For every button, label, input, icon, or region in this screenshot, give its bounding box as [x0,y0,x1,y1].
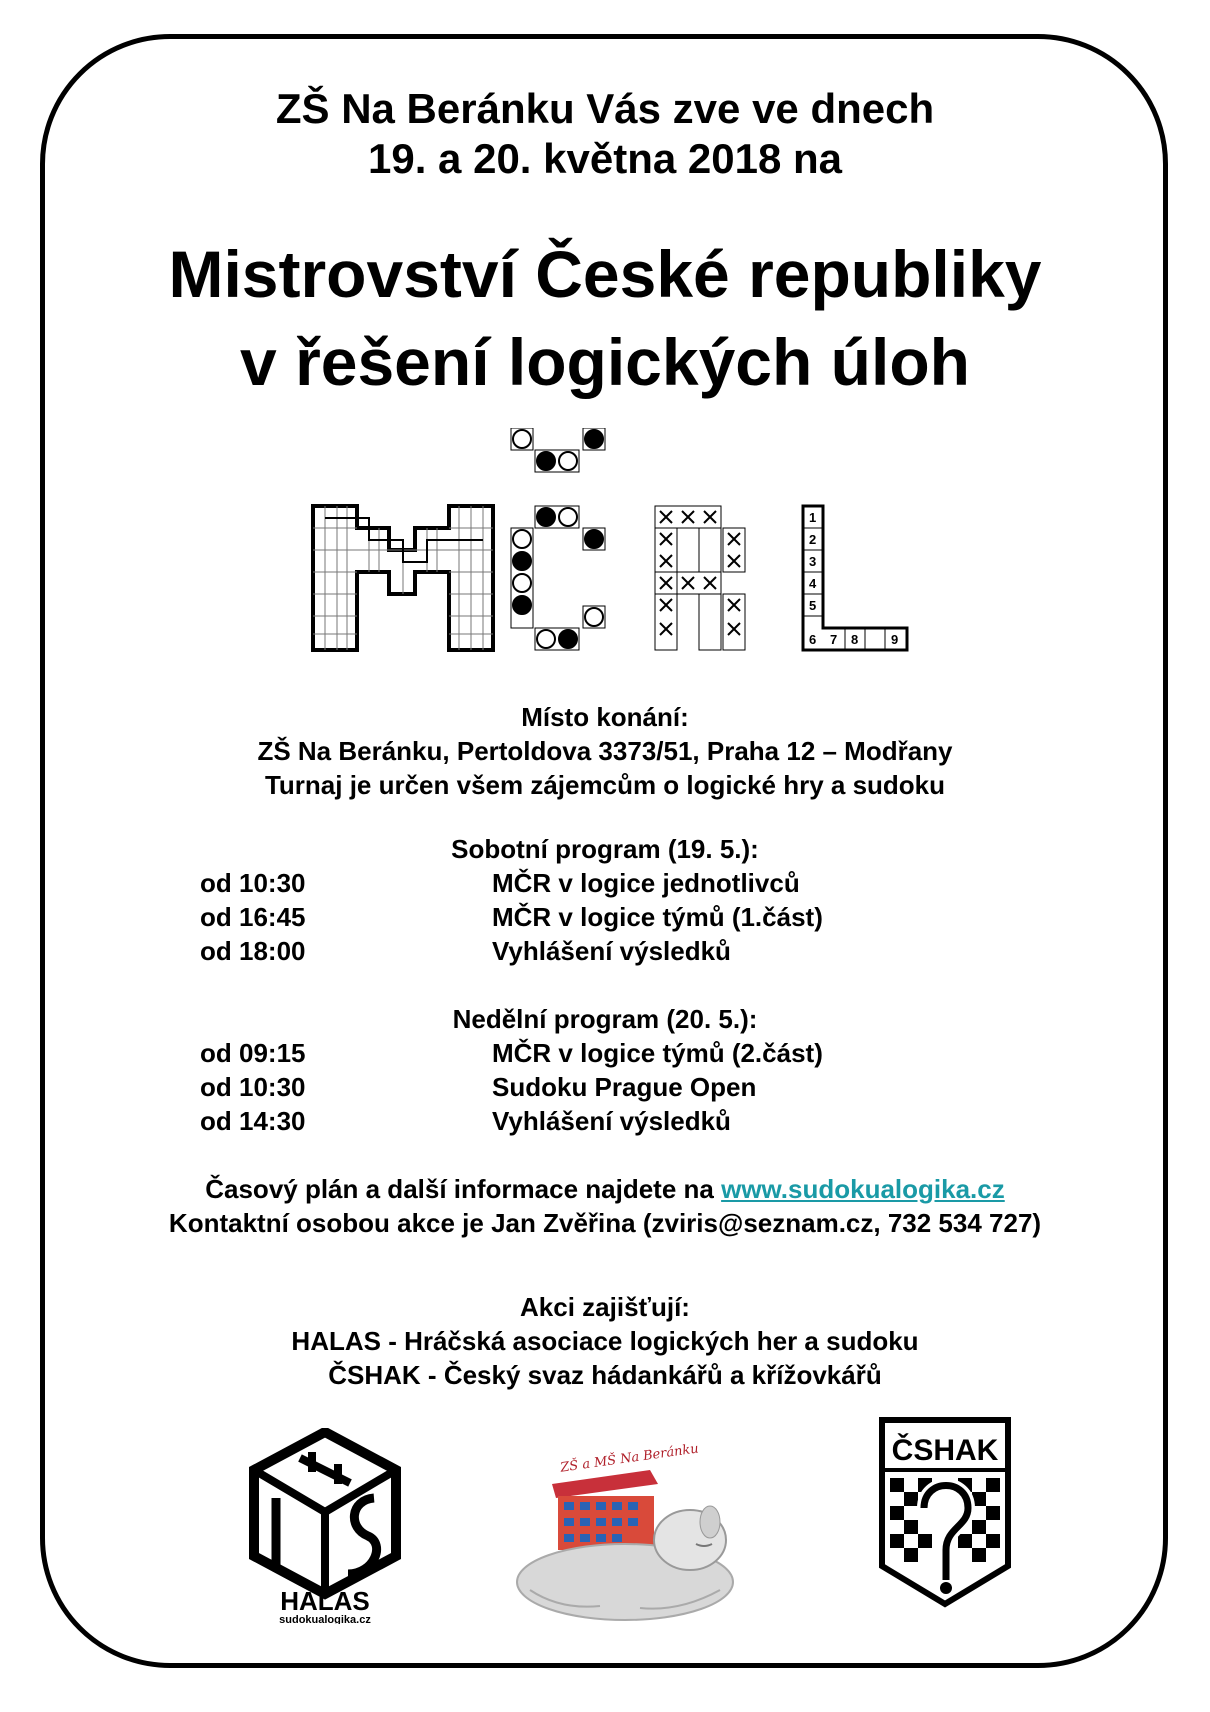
mcrl-num-5: 5 [809,598,817,613]
website-link[interactable]: www.sudokualogika.cz [721,1174,1005,1204]
organizer-cshak: ČSHAK - Český svaz hádankářů a křížovkářů [328,1360,882,1390]
cshak-logo [876,1416,1014,1610]
mcrl-num-1: 1 [809,510,817,525]
mcrl-num-7: 7 [830,632,838,647]
saturday-heading: Sobotní program (19. 5.): [451,834,759,864]
contact-section [0,1172,1210,1240]
saturday-time-1: od 10:30 [200,868,306,898]
contact-person: Kontaktní osobou akce je Jan Zvěřina (zviris@seznam.cz, 732 534 727) [168,1208,1042,1238]
intro [0,84,1210,184]
letter-r-crosses [655,506,745,650]
sunday-heading: Nedělní program (20. 5.): [452,1004,758,1034]
saturday-event-3: Vyhlášení výsledků [492,936,731,966]
halas-logo-name: HALAS [280,1586,370,1616]
venue-heading: Místo konání: [521,702,689,732]
plan-line [0,1172,1210,1206]
letter-m-grid [313,506,493,650]
saturday-event-2: MČR v logice týmů (1.část) [492,902,823,932]
cshak-logo-name: ČSHAK [891,1434,999,1467]
mcrl-num-9: 9 [891,632,899,647]
title-line-2: v řešení logických úloh [240,325,970,399]
saturday-time-2: od 16:45 [200,902,306,932]
page-title [0,230,1210,406]
letter-c-circles [511,428,605,650]
organizer-halas: HALAS - Hráčská asociace logických her a sudoku [291,1326,919,1356]
school-logo [500,1440,750,1630]
mcrl-num-6: 6 [809,632,817,647]
saturday-time-3: od 18:00 [200,936,306,966]
mcrl-num-8: 8 [851,632,859,647]
sunday-event-2: Sudoku Prague Open [492,1072,757,1102]
sunday-time-2: od 10:30 [200,1072,306,1102]
sunday-time-3: od 14:30 [200,1106,306,1136]
plan-text: Časový plán a další informace najdete na [205,1174,722,1204]
organizers-section [0,1290,1210,1392]
intro-line-2: 19. a 20. května 2018 na [368,135,842,182]
saturday-event-1: MČR v logice jednotlivců [492,868,800,898]
sunday-event-3: Vyhlášení výsledků [492,1106,731,1136]
venue-section [0,700,1210,802]
mcrl-num-2: 2 [809,532,817,547]
venue-audience: Turnaj je určen všem zájemcům o logické hry a sudoku [264,770,946,800]
mcrl-num-4: 4 [809,576,817,591]
school-logo-name: ZŠ a MŠ Na Beránku [559,1441,700,1476]
sunday-event-1: MČR v logice týmů (2.část) [492,1038,823,1068]
sunday-time-1: od 09:15 [200,1038,306,1068]
title-line-1: Mistrovství České republiky [168,237,1042,311]
intro-line-1: ZŠ Na Beránku Vás zve ve dnech [275,85,935,132]
letter-l-numbers [803,506,907,650]
venue-address: ZŠ Na Beránku, Pertoldova 3373/51, Praha 12 – Modřany [257,736,953,766]
mcrl-num-3: 3 [809,554,817,569]
halas-logo-url: sudokualogika.cz [279,1614,371,1624]
organizers-heading: Akci zajišťují: [520,1292,690,1322]
halas-logo [240,1428,410,1624]
mcrl-puzzle-logo [303,428,913,658]
